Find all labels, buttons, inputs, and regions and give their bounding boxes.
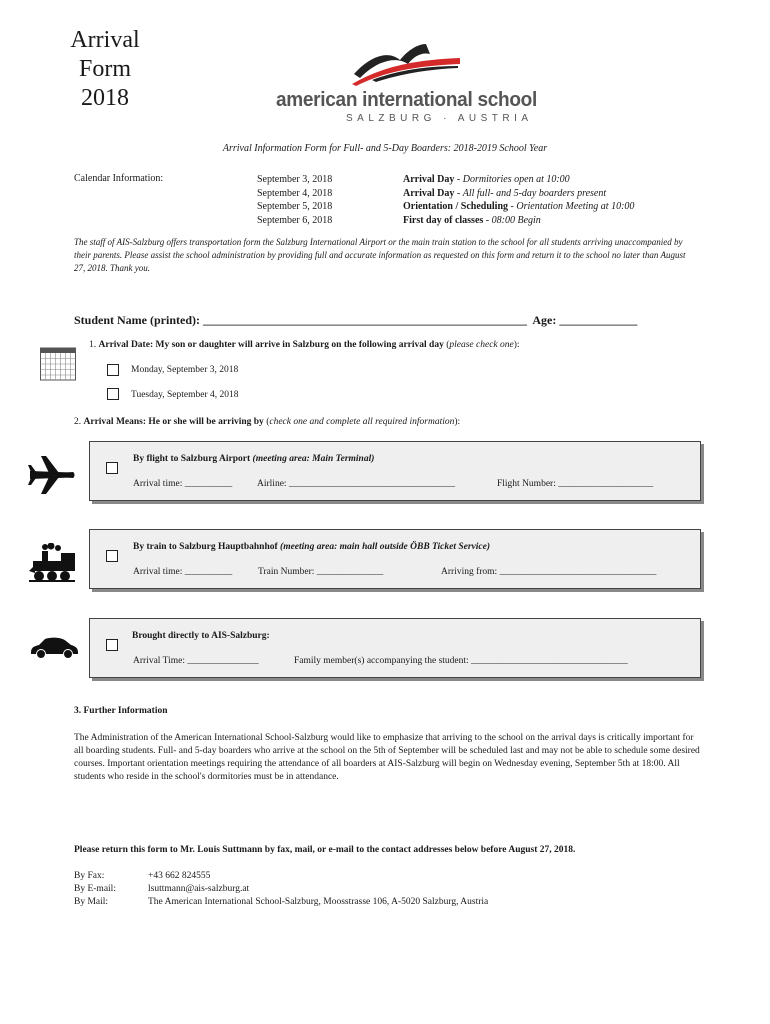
event-name: First day of classes xyxy=(403,214,484,226)
train-option-box xyxy=(89,529,701,589)
train-number-field[interactable]: Train Number: ______________ xyxy=(258,567,384,577)
car-icon xyxy=(29,636,79,660)
train-title xyxy=(133,542,490,552)
student-name-field[interactable]: ______________________________________________________ xyxy=(203,313,527,327)
checkbox-train[interactable] xyxy=(106,550,118,562)
flight-airline-field[interactable]: Airline: ___________________________________ xyxy=(257,479,456,489)
question-hint: check one and complete all required information xyxy=(269,417,455,427)
student-name-row xyxy=(74,313,637,328)
calendar-events xyxy=(403,173,634,227)
airplane-icon xyxy=(27,455,75,495)
contact-mail-value: The American International School-Salzburg, Moosstrasse 106, A-5020 Salzburg, Austria xyxy=(148,897,489,907)
calendar-label: Calendar Information: xyxy=(74,173,164,184)
calendar-date: September 5, 2018 xyxy=(257,201,333,212)
calendar-event: Arrival Day - All full- and 5-day boarders present xyxy=(403,187,607,199)
flight-number-field[interactable]: Flight Number: ____________________ xyxy=(497,479,654,489)
event-name: Arrival Day xyxy=(403,174,455,185)
question-hint: please check one xyxy=(449,340,514,350)
flight-arrival-time-field[interactable]: Arrival time: __________ xyxy=(133,479,233,489)
calendar-event: Arrival Day - Dormitories open at 10:00 xyxy=(403,174,570,185)
calendar-date: September 6, 2018 xyxy=(257,214,333,226)
checkbox-direct[interactable] xyxy=(106,639,118,651)
calendar-icon xyxy=(40,345,76,381)
contact-fax-value: +43 662 824555 xyxy=(148,871,211,881)
further-info-body: The Administration of the American International School-Salzburg would like to emphasize that arriving to the school on the arrival days is critically important for all boarding students. Full- and 5-day boarders who arrive at the school on the 5th of September will be scheduled last and may not be able to schedule some desired courses. Important orientation meetings requiring the attendance of all boarders at AIS-Salzburg will begin on Wednesday evening, September 5th at 18:00. All students who reside in the school's dormitories must be in attendance. xyxy=(74,733,700,782)
option-tuesday: Tuesday, September 4, 2018 xyxy=(131,390,239,400)
train-arriving-from-field[interactable]: Arriving from: _________________________________ xyxy=(441,567,657,577)
train-icon xyxy=(27,543,77,583)
further-info-heading: 3. Further Information xyxy=(74,706,168,716)
question-label: Arrival Date: My son or daughter will arrive in Salzburg on the following arrival day xyxy=(98,340,444,350)
title-line-2: Form xyxy=(78,56,131,82)
calendar-dates xyxy=(257,173,332,227)
train-arrival-time-field[interactable]: Arrival time: __________ xyxy=(133,567,233,577)
school-city-logo: SALZBURG · AUSTRIA xyxy=(346,113,533,124)
family-member-field[interactable]: Family member(s) accompanying the student: _________________________________ xyxy=(294,656,628,666)
event-detail: 08:00 Begin xyxy=(491,214,541,226)
age-field[interactable]: _____________ xyxy=(559,313,638,327)
checkbox-tuesday[interactable] xyxy=(107,388,119,400)
form-subtitle: Arrival Information Form for Full- and 5-Day Boarders: 2018-2019 School Year xyxy=(222,143,548,154)
student-name-label: Student Name (printed): xyxy=(74,313,200,327)
calendar-date: September 4, 2018 xyxy=(257,187,333,199)
form-title xyxy=(40,26,170,113)
train-title-text: By train to Salzburg Hauptbahnhof xyxy=(133,542,278,552)
question-arrival-means: 2. Arrival Means: He or she will be arriving by (check one and complete all required information): xyxy=(74,417,461,427)
event-detail: All full- and 5-day boarders present xyxy=(462,187,607,199)
contact-mail-label: By Mail: xyxy=(74,897,109,907)
title-line-1: Arrival xyxy=(70,27,140,53)
flight-title xyxy=(133,454,374,464)
title-line-3: 2018 xyxy=(81,85,129,111)
flight-option-box xyxy=(89,441,701,501)
intro-paragraph: The staff of AIS-Salzburg offers transportation form the Salzburg International Airport or the main train station to the school for all students arriving unaccompanied by their parents. Please assist the school administration by providing full and accurate information as requested on this form and return it to the school no later than August 27, 2018. Thank you. xyxy=(74,237,686,273)
calendar-event: Orientation / Scheduling - Orientation Meeting at 10:00 xyxy=(403,201,635,212)
option-monday: Monday, September 3, 2018 xyxy=(131,365,239,375)
school-logo-mountain-icon xyxy=(350,40,462,86)
age-label: Age: xyxy=(532,313,557,327)
checkbox-monday[interactable] xyxy=(107,364,119,376)
calendar-event: First day of classes - 08:00 Begin xyxy=(403,214,541,226)
contact-email-value[interactable]: lsuttmann@ais-salzburg.at xyxy=(148,884,250,894)
direct-title: Brought directly to AIS-Salzburg: xyxy=(132,631,270,641)
event-name: Orientation / Scheduling xyxy=(403,201,509,212)
direct-arrival-time-field[interactable]: Arrival Time: _______________ xyxy=(133,656,259,666)
event-detail: Dormitories open at 10:00 xyxy=(462,174,570,185)
question-label: Arrival Means: He or she will be arriving by xyxy=(83,417,264,427)
contact-fax-label: By Fax: xyxy=(74,871,105,881)
return-instructions: Please return this form to Mr. Louis Suttmann by fax, mail, or e-mail to the contact addresses below before August 27, 2018. xyxy=(74,845,576,855)
event-detail: Orientation Meeting at 10:00 xyxy=(516,201,635,212)
train-meeting-area: (meeting area: main hall outside ÖBB Ticket Service) xyxy=(280,542,490,552)
flight-meeting-area: (meeting area: Main Terminal) xyxy=(252,454,375,464)
question-number: 1. xyxy=(89,340,97,350)
checkbox-flight[interactable] xyxy=(106,462,118,474)
question-arrival-date: 1. Arrival Date: My son or daughter will arrive in Salzburg on the following arrival day (please check one): xyxy=(89,340,520,350)
flight-title-text: By flight to Salzburg Airport xyxy=(133,454,251,464)
event-name: Arrival Day xyxy=(403,187,455,199)
calendar-date: September 3, 2018 xyxy=(257,174,333,185)
contact-email-label: By E-mail: xyxy=(74,884,116,894)
question-number: 2. xyxy=(74,417,82,427)
direct-option-box xyxy=(89,618,701,678)
school-name-logo: american international school xyxy=(276,89,537,111)
